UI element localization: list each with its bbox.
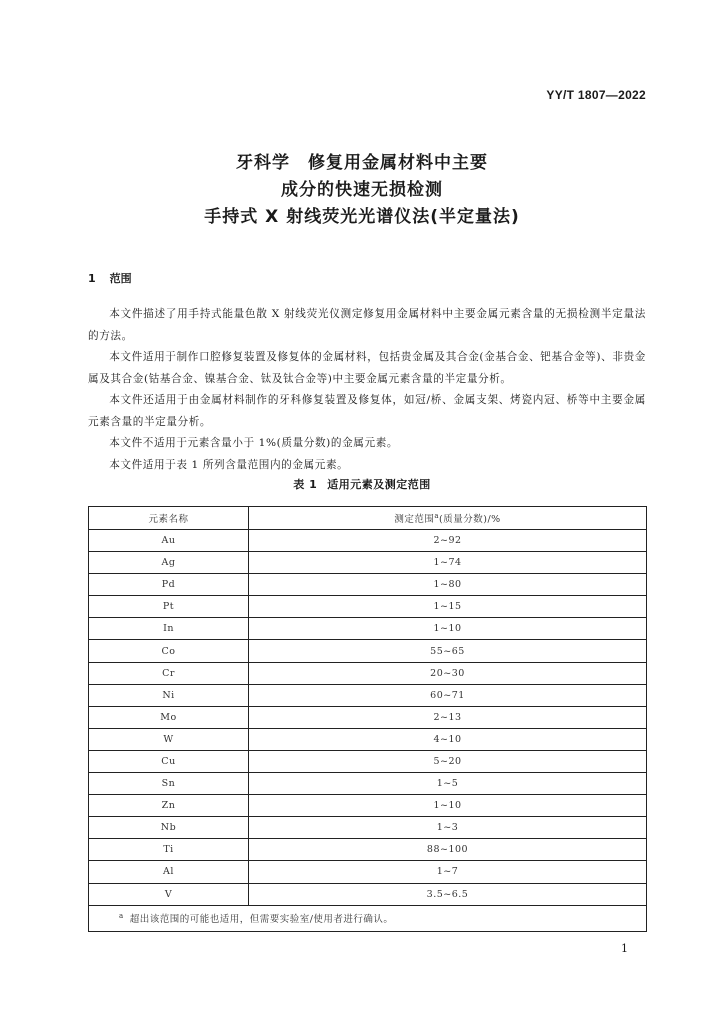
title-line-3: 手持式 X 射线荧光光谱仪法(半定量法): [204, 207, 520, 227]
paragraph: 本文件描述了用手持式能量色散 X 射线荧光仪测定修复用金属材料中主要金属元素含量的无损检测半定量法的方法。: [88, 308, 646, 342]
range-cell: 3.5~6.5: [249, 883, 647, 905]
table-caption-text: 适用元素及测定范围: [327, 478, 431, 491]
range-cell: 60~71: [249, 684, 647, 706]
table-body: [89, 530, 647, 906]
title-line-1: 牙科学 修复用金属材料中主要: [236, 153, 488, 173]
table-row: [89, 795, 647, 817]
range-cell: 2~13: [249, 706, 647, 728]
page-number: 1: [621, 942, 628, 955]
table-row: [89, 706, 647, 728]
element-cell: Co: [89, 640, 249, 662]
header-range-label: 测定范围: [394, 514, 435, 525]
paragraph: 本文件适用于制作口腔修复装置及修复体的金属材料，包括贵金属及其合金(金基合金、钯基合金等)、非贵金属及其合金(钴基合金、镍基合金、钛及钛合金等)中主要金属元素含量的半定量分析。: [88, 351, 646, 385]
element-cell: In: [89, 618, 249, 640]
paragraph: 本文件不适用于元素含量小于 1%(质量分数)的金属元素。: [109, 437, 399, 449]
range-cell: 5~20: [249, 750, 647, 772]
standard-number: YY/T 1807—2022: [546, 88, 646, 102]
table-row: [89, 530, 647, 552]
element-cell: Pd: [89, 574, 249, 596]
range-cell: 1~15: [249, 596, 647, 618]
element-cell: Au: [89, 530, 249, 552]
element-cell: Al: [89, 861, 249, 883]
element-cell: W: [89, 728, 249, 750]
table-row: [89, 684, 647, 706]
footnote-marker: a: [119, 911, 124, 920]
table-row: [89, 773, 647, 795]
range-cell: 88~100: [249, 839, 647, 861]
table-caption: [0, 476, 724, 492]
document-title: [0, 150, 724, 231]
element-cell: Pt: [89, 596, 249, 618]
table-row: [89, 883, 647, 905]
range-cell: 1~3: [249, 817, 647, 839]
section-body: [88, 304, 646, 476]
element-cell: Ni: [89, 684, 249, 706]
element-cell: Cr: [89, 662, 249, 684]
header-range-footnote-mark: a: [434, 511, 440, 520]
table-row: [89, 552, 647, 574]
table-header-row: [89, 507, 647, 530]
range-cell: 1~74: [249, 552, 647, 574]
range-cell: 20~30: [249, 662, 647, 684]
element-cell: Sn: [89, 773, 249, 795]
range-cell: 55~65: [249, 640, 647, 662]
element-cell: Ag: [89, 552, 249, 574]
table-footnote: [89, 905, 647, 931]
section-title: 范围: [109, 272, 132, 285]
element-cell: V: [89, 883, 249, 905]
range-cell: 1~7: [249, 861, 647, 883]
table-row: [89, 817, 647, 839]
table-row: [89, 574, 647, 596]
table-number: 表 1: [293, 478, 318, 491]
element-cell: Cu: [89, 750, 249, 772]
elements-table: [88, 506, 647, 932]
section-number: 1: [88, 272, 96, 285]
range-cell: 1~10: [249, 618, 647, 640]
element-cell: Nb: [89, 817, 249, 839]
element-cell: Ti: [89, 839, 249, 861]
header-range-unit: (质量分数)/%: [439, 514, 501, 525]
element-cell: Mo: [89, 706, 249, 728]
table-row: [89, 618, 647, 640]
table-row: [89, 861, 647, 883]
table-row: [89, 750, 647, 772]
range-cell: 2~92: [249, 530, 647, 552]
footnote-text: 超出该范围的可能也适用，但需要实验室/使用者进行确认。: [129, 914, 394, 926]
table-row: [89, 596, 647, 618]
title-line-2: 成分的快速无损检测: [281, 180, 443, 200]
range-cell: 1~10: [249, 795, 647, 817]
paragraph: 本文件还适用于由金属材料制作的牙科修复装置及修复体，如冠/桥、金属支架、烤瓷内冠、桥等中主要金属元素含量的半定量分析。: [88, 394, 646, 428]
table-row: [89, 640, 647, 662]
header-element: 元素名称: [89, 507, 249, 530]
table-row: [89, 839, 647, 861]
header-range: [249, 507, 647, 530]
range-cell: 1~80: [249, 574, 647, 596]
range-cell: 4~10: [249, 728, 647, 750]
element-cell: Zn: [89, 795, 249, 817]
section-heading: [88, 270, 132, 286]
table-row: [89, 662, 647, 684]
range-cell: 1~5: [249, 773, 647, 795]
paragraph: 本文件适用于表 1 所列含量范围内的金属元素。: [109, 458, 349, 471]
footnote-row: [89, 905, 647, 931]
table-row: [89, 728, 647, 750]
